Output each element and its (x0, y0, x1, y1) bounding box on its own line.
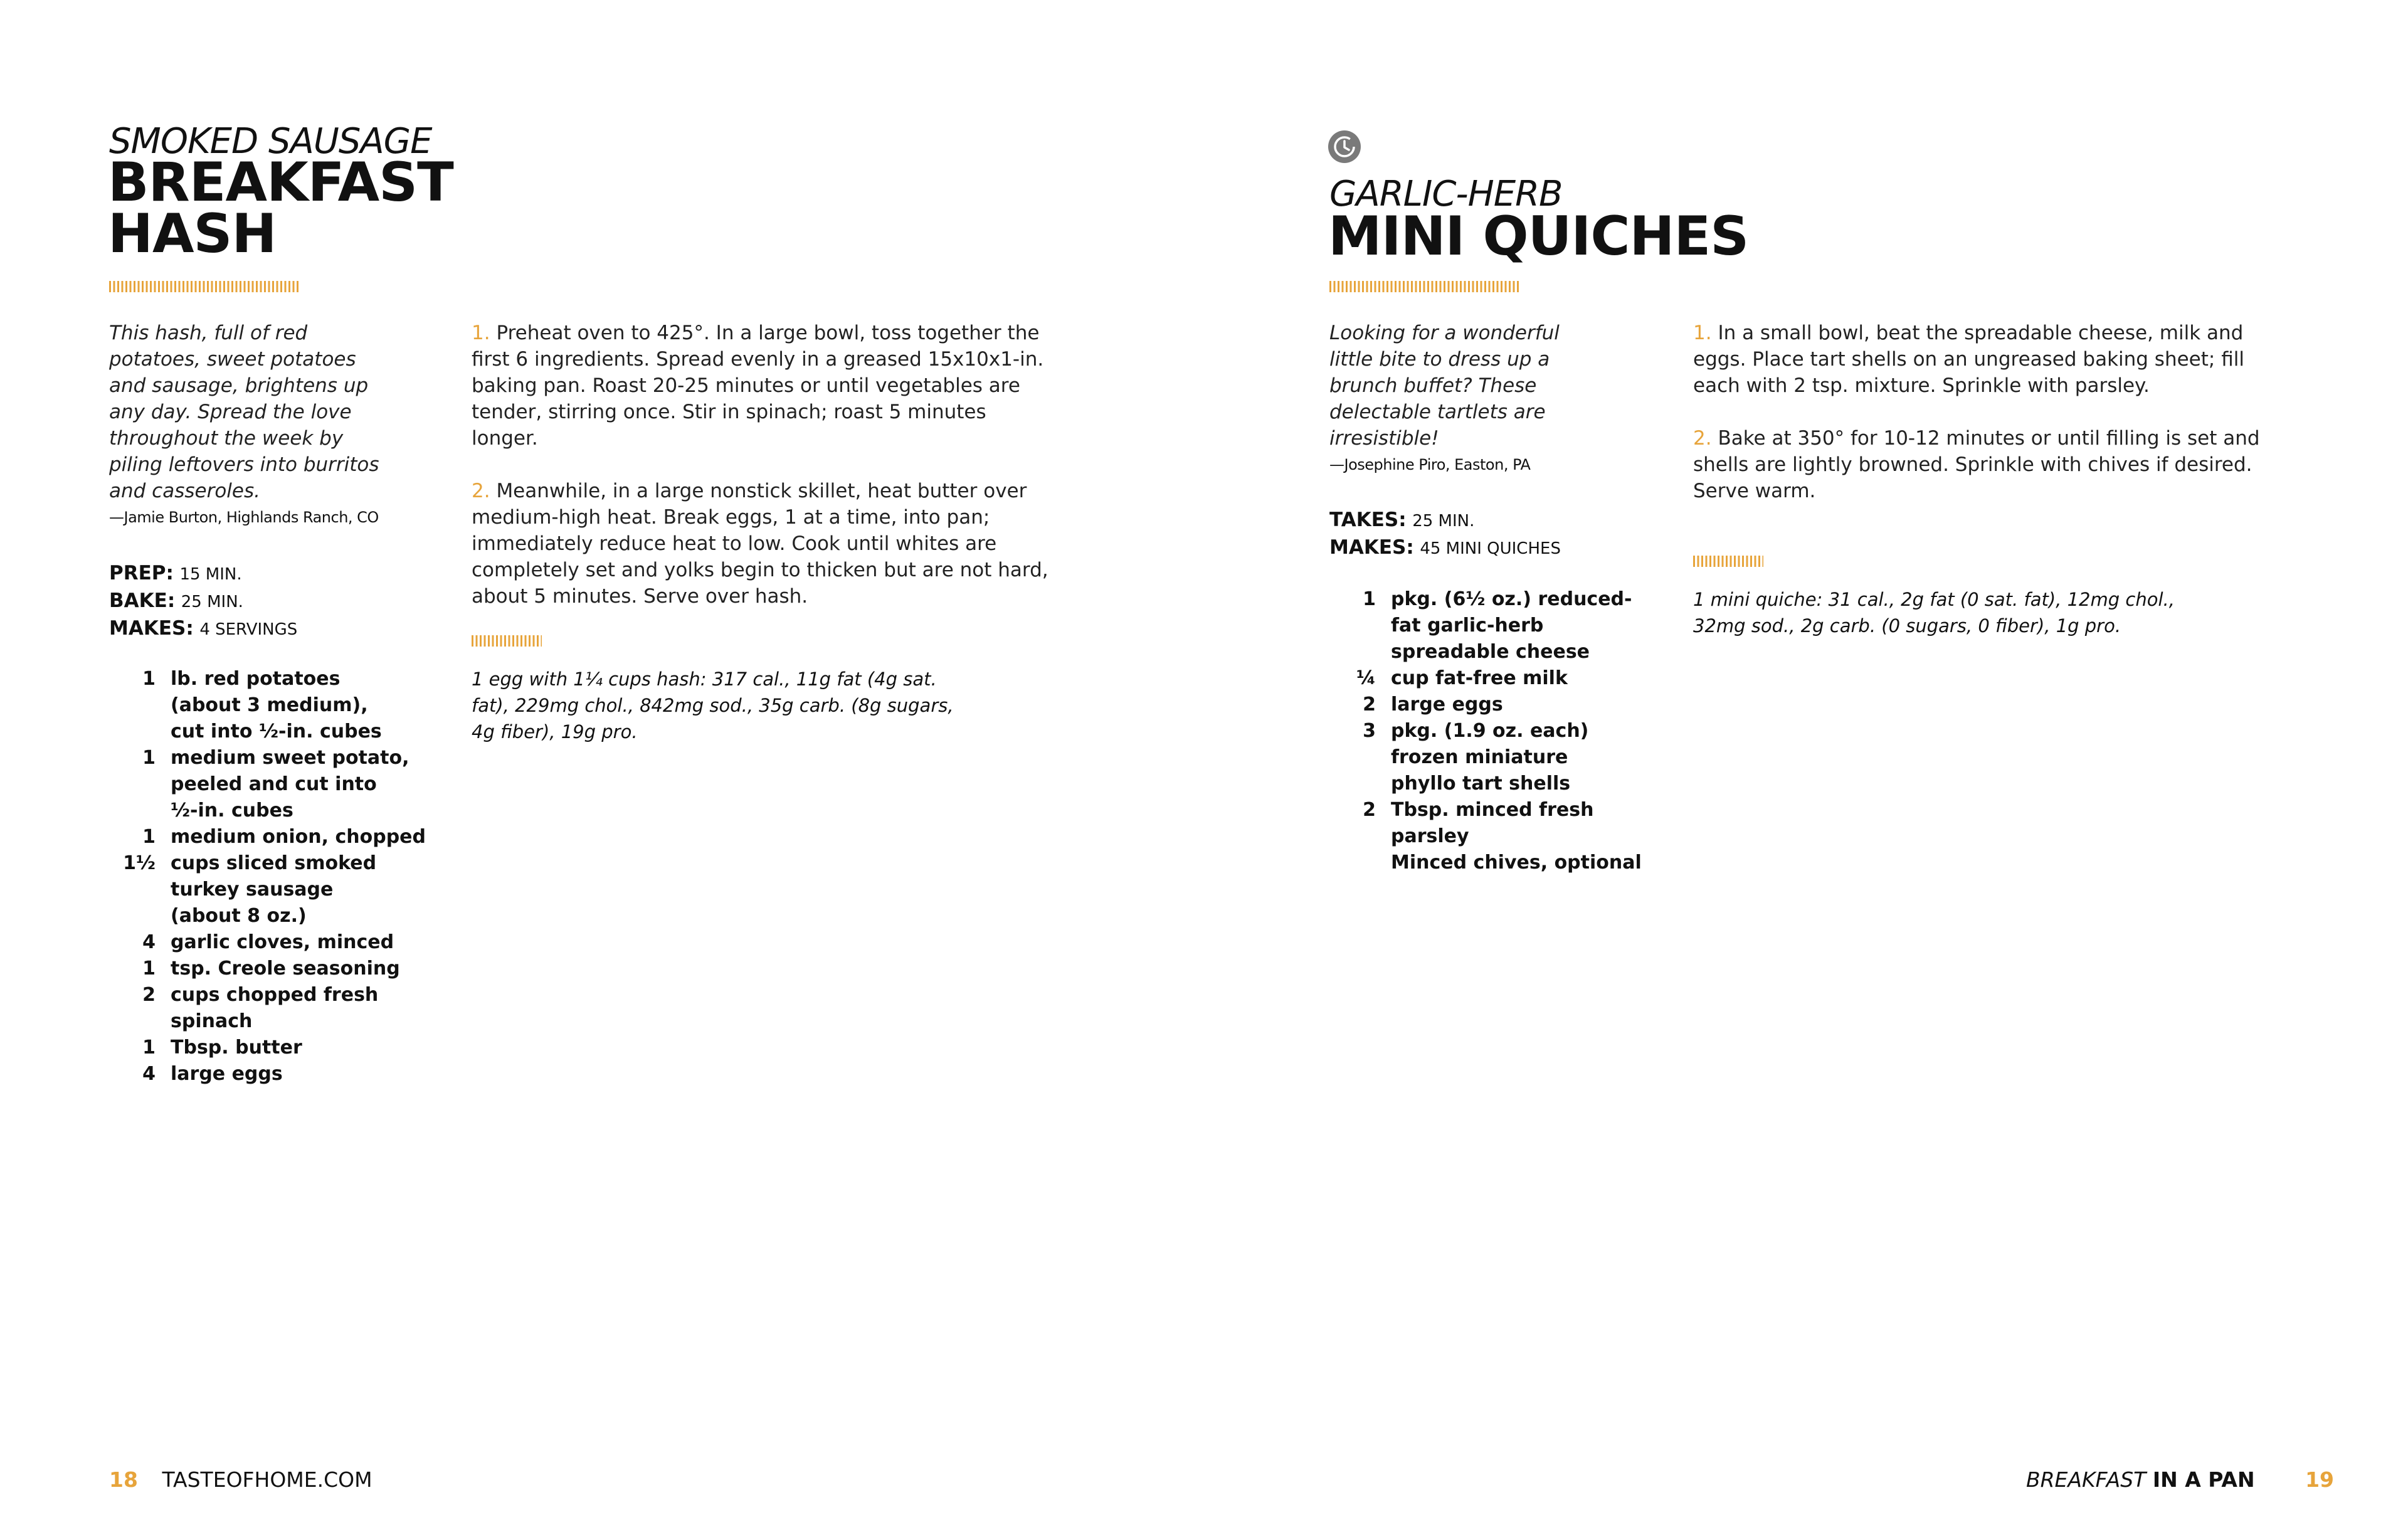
ingredient-line (109, 850, 460, 877)
right-recipe-credit: —Josephine Piro, Easton, PA (1329, 456, 1531, 473)
ingredient-line (109, 877, 460, 903)
meta-label: PREP: (109, 562, 174, 584)
ingredient-text: pkg. (6½ oz.) reduced- (1391, 588, 1632, 610)
ingredient-text: Tbsp. butter (171, 1037, 302, 1059)
clock-icon-glyph (1328, 130, 1361, 163)
ingredient-line (1329, 718, 1681, 744)
ingredient-line (109, 903, 460, 929)
ingredient-line (1329, 613, 1681, 639)
right-recipe-subtitle: GARLIC-HERB (1329, 174, 1563, 214)
right-folio (2026, 1467, 2334, 1492)
step-text: Bake at 350° for 10-12 minutes or until filling is set and shells are lightly browned. Sprinkle with chives if desired. Serve warm. (1693, 427, 2260, 502)
ingredient-qty: 1 (142, 958, 156, 980)
right-section-bold: IN A PAN (2152, 1467, 2255, 1492)
ingredient-text: spreadable cheese (1391, 641, 1590, 663)
ingredient-line (109, 745, 460, 771)
left-recipe-intro-block (109, 320, 385, 531)
step-number: 2. (472, 480, 490, 502)
ingredient-qty: 1 (142, 747, 156, 769)
ingredient-line (1329, 639, 1681, 665)
right-recipe-intro-block (1329, 320, 1599, 478)
left-page-number: 18 (109, 1467, 138, 1492)
meta-label: BAKE: (109, 589, 176, 612)
ingredient-line (1329, 823, 1681, 850)
ingredient-text: cup fat-free milk (1391, 667, 1568, 689)
meta-value: 4 SERVINGS (199, 620, 298, 639)
left-recipe-title (108, 151, 453, 265)
ingredient-line (109, 771, 460, 798)
ingredient-text: pkg. (1.9 oz. each) (1391, 720, 1589, 742)
ingredient-line (1329, 692, 1681, 718)
ingredient-qty (109, 1008, 156, 1035)
left-recipe-title-line1: BREAKFAST (108, 151, 453, 214)
left-step-1 (472, 320, 1048, 452)
ingredient-qty: 3 (1363, 720, 1376, 742)
ingredient-qty: 1 (142, 668, 156, 690)
ingredient-qty: 2 (1363, 694, 1376, 716)
left-site-name: TASTEOFHOME.COM (162, 1467, 372, 1492)
ingredient-line (109, 692, 460, 719)
ingredient-line (109, 1035, 460, 1061)
ingredient-line (109, 1008, 460, 1035)
step-text: In a small bowl, beat the spreadable cheese, milk and eggs. Place tart shells on an ungreased baking sheet; fill each with 2 tsp. mixture. Sprinkle with parsley. (1693, 322, 2244, 397)
meta-value: 25 MIN. (1412, 512, 1475, 531)
ingredient-line (109, 719, 460, 745)
ingredient-text: turkey sausage (171, 879, 334, 901)
step-number: 2. (1693, 427, 1712, 450)
ingredient-qty (109, 903, 156, 929)
ingredient-qty: ¼ (1356, 667, 1376, 689)
ingredient-text: medium sweet potato, (171, 747, 409, 769)
ingredient-text: lb. red potatoes (171, 668, 341, 690)
meta-label: MAKES: (1329, 536, 1414, 559)
ingredient-qty: 2 (142, 984, 156, 1006)
left-ingredients-list (109, 666, 460, 1087)
ingredient-text: peeled and cut into (171, 773, 377, 795)
ingredient-line (109, 1061, 460, 1087)
ingredient-text: fat garlic-herb (1391, 615, 1544, 636)
right-page-number: 19 (2305, 1467, 2334, 1492)
ingredient-qty (1329, 744, 1376, 771)
step-text: Preheat oven to 425°. In a large bowl, toss together the first 6 ingredients. Spread evenly in a greased 15x10x1-in. baking pan. Roast 20-25 minutes or until vegetables are tender, stirring once. Stir in spinach; roast 5 minutes longer. (472, 322, 1044, 450)
ingredient-line (1329, 850, 1681, 876)
meta-row (1329, 534, 1561, 562)
meta-row (109, 588, 297, 615)
ingredient-qty (1329, 850, 1376, 876)
left-nutrition-divider (472, 635, 542, 647)
right-nutrition-facts: 1 mini quiche: 31 cal., 2g fat (0 sat. fat), 12mg chol., 32mg sod., 2g carb. (0 sugars, 0 fiber), 1g pro. (1693, 589, 2175, 636)
meta-value: 25 MIN. (181, 593, 243, 611)
meta-value: 45 MINI QUICHES (1420, 539, 1561, 558)
ingredient-qty (109, 771, 156, 798)
left-recipe-meta (109, 560, 297, 643)
ingredient-text: garlic cloves, minced (171, 931, 394, 953)
ingredient-qty: 1 (142, 1037, 156, 1059)
ingredient-line (1329, 586, 1681, 613)
ingredient-line (109, 798, 460, 824)
ingredient-qty: 1 (142, 826, 156, 848)
meta-row (109, 615, 297, 643)
left-recipe-subtitle: SMOKED SAUSAGE (109, 121, 432, 162)
ingredient-line (109, 929, 460, 956)
ingredient-qty (1329, 639, 1376, 665)
ingredient-qty: 2 (1363, 799, 1376, 821)
ingredient-text: large eggs (171, 1063, 283, 1085)
right-step-2 (1693, 425, 2289, 504)
ingredient-line (1329, 771, 1681, 797)
ingredient-text: spinach (171, 1010, 253, 1032)
ingredient-qty (109, 692, 156, 719)
ingredient-text: Minced chives, optional (1391, 852, 1642, 874)
meta-row (1329, 507, 1561, 534)
left-recipe-title-line2: HASH (108, 203, 277, 265)
right-step-1 (1693, 320, 2289, 399)
ingredient-text: ½-in. cubes (171, 800, 293, 821)
meta-row (109, 560, 297, 588)
right-ingredients-list (1329, 586, 1681, 876)
ingredient-qty (109, 798, 156, 824)
left-folio (109, 1467, 372, 1492)
ingredient-qty: 1 (1363, 588, 1376, 610)
left-step-2 (472, 478, 1048, 610)
right-steps (1693, 320, 2289, 504)
ingredient-qty: 1½ (123, 852, 156, 874)
ingredient-text: (about 8 oz.) (171, 905, 307, 927)
left-nutrition-facts: 1 egg with 1¼ cups hash: 317 cal., 11g fat (4g sat. fat), 229mg chol., 842mg sod., 35g carb. (8g sugars, 4g fiber), 19g pro. (472, 668, 954, 742)
clock-icon (1328, 130, 1361, 163)
right-recipe-intro: Looking for a wonderful little bite to dress up a brunch buffet? These delectable tartlets are irresistible! (1329, 322, 1560, 450)
ingredient-text: (about 3 medium), (171, 694, 368, 716)
ingredient-line (109, 956, 460, 982)
ingredient-qty: 4 (142, 1063, 156, 1085)
ingredient-qty (1329, 771, 1376, 797)
ingredient-line (1329, 797, 1681, 823)
ingredient-text: cups sliced smoked (171, 852, 377, 874)
step-number: 1. (1693, 322, 1712, 344)
ingredient-qty (109, 719, 156, 745)
ingredient-text: medium onion, chopped (171, 826, 426, 848)
ingredient-line (109, 982, 460, 1008)
ingredient-text: large eggs (1391, 694, 1503, 716)
ingredient-line (1329, 744, 1681, 771)
ingredient-text: parsley (1391, 825, 1469, 847)
ingredient-text: frozen miniature (1391, 746, 1568, 768)
ingredient-qty: 4 (142, 931, 156, 953)
left-title-divider (109, 281, 298, 292)
left-recipe-credit: —Jamie Burton, Highlands Ranch, CO (109, 509, 379, 526)
meta-label: TAKES: (1329, 509, 1407, 531)
ingredient-text: cut into ½-in. cubes (171, 721, 382, 742)
right-title-divider (1329, 281, 1519, 292)
meta-value: 15 MIN. (179, 565, 242, 584)
ingredient-qty (1329, 613, 1376, 639)
ingredient-text: tsp. Creole seasoning (171, 958, 400, 980)
right-section-italic: BREAKFAST (2025, 1467, 2147, 1492)
right-nutrition-divider (1693, 556, 1763, 567)
right-recipe-title: MINI QUICHES (1328, 205, 1749, 268)
ingredient-line (109, 666, 460, 692)
ingredient-qty (109, 877, 156, 903)
ingredient-qty (1329, 823, 1376, 850)
meta-label: MAKES: (109, 617, 194, 640)
ingredient-text: cups chopped fresh (171, 984, 379, 1006)
step-text: Meanwhile, in a large nonstick skillet, heat butter over medium-high heat. Break eggs, 1 at a time, into pan; immediately reduce heat to low. Cook until whites are completely set and yolks begin to thicken but are not hard, about 5 minutes. Serve over hash. (472, 480, 1048, 608)
left-recipe-intro: This hash, full of red potatoes, sweet potatoes and sausage, brightens up any day. Spread the love throughout the week by piling leftovers into burritos and casseroles. (109, 322, 379, 502)
left-steps (472, 320, 1048, 610)
ingredient-text: Tbsp. minced fresh (1391, 799, 1594, 821)
ingredient-line (1329, 665, 1681, 692)
right-recipe-meta (1329, 507, 1561, 562)
ingredient-text: phyllo tart shells (1391, 773, 1571, 795)
ingredient-line (109, 824, 460, 850)
step-number: 1. (472, 322, 490, 344)
